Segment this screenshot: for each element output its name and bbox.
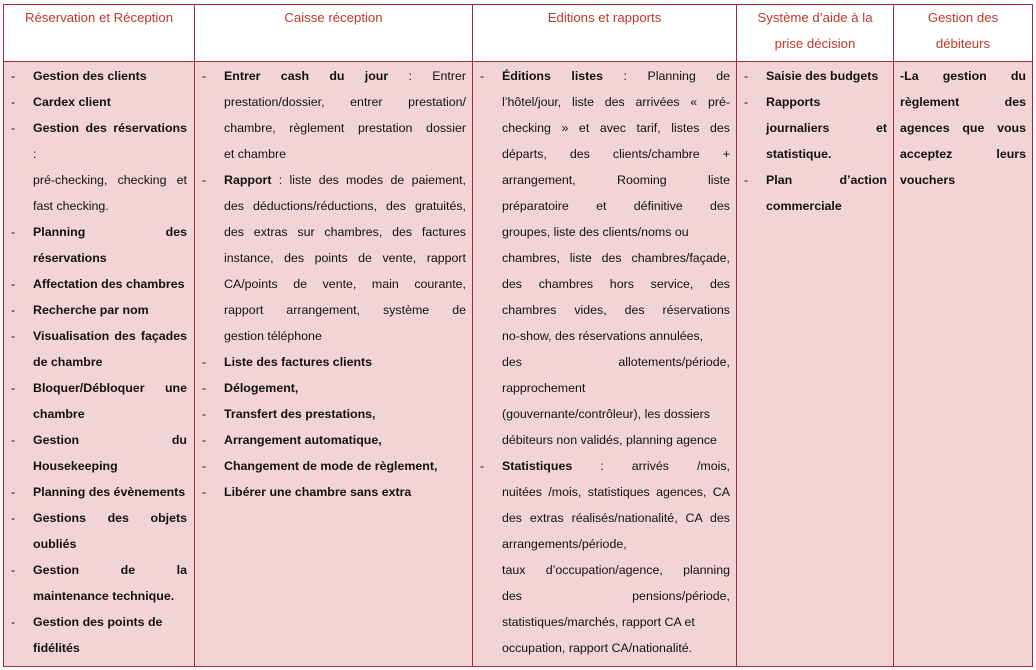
list-item: - Planning des réservations [10, 219, 187, 271]
list-item: - Plan d’action commerciale [743, 167, 887, 219]
statistiques-continuation: des pensions/période, [502, 589, 730, 603]
list-item: - Changement de mode de règlement, [201, 453, 466, 479]
list-item: - Affectation des chambres [10, 271, 187, 297]
list-item: - Gestion des clients [10, 63, 187, 89]
list-reservation [10, 63, 187, 661]
list-item: - Transfert des prestations, [201, 401, 466, 427]
header-reservation: Réservation et Réception [4, 5, 195, 62]
list-item: - Recherche par nom [10, 297, 187, 323]
list-editions [479, 63, 730, 557]
statistiques-continuation: taux d’occupation/agence, planning [502, 563, 730, 577]
header-row [4, 5, 1033, 62]
list-item: - Arrangement automatique, [201, 427, 466, 453]
header-caisse: Caisse réception [195, 5, 473, 62]
header-aide-decision: Système d’aide à la prise décision [737, 5, 894, 62]
list-item: - Saisie des budgets [743, 63, 887, 89]
cell-editions [473, 62, 737, 667]
list-item: - Éditions listes : Planning de l’hôtel/jour, liste des arrivées « pré- checking » et avec tarif, listes des départs, des clients/chambre + arrangement, Rooming liste préparatoire et définitive des groupes, liste des clients/noms ou chambres, liste des chambres/façade, des chambres hors service, des chambres vides, des réservations no-show, des réservations annulées, des allotements/période, rapprochement (gouvernante/contrôleur), les dossiers débiteurs non validés, planning agence [479, 63, 730, 453]
header-editions: Editions et rapports [473, 5, 737, 62]
list-item: - Bloquer/Débloquer une chambre [10, 375, 187, 427]
list-item: - Gestion des points de fidélités [10, 609, 187, 661]
list-item: - Planning des évènements [10, 479, 187, 505]
cell-reservation [4, 62, 195, 667]
cell-debiteurs [894, 62, 1033, 667]
list-item: - Gestion de la maintenance technique. [10, 557, 187, 609]
cell-caisse [195, 62, 473, 667]
list-item: - Entrer cash du jour : Entrer prestation/dossier, entrer prestation/ chambre, règlement prestation dossier et chambre [201, 63, 466, 167]
list-item: - Liste des factures clients [201, 349, 466, 375]
list-item: - Gestion des réservations : pré-checking, checking et fast checking. [10, 115, 187, 219]
list-item: - Visualisation des façades de chambre [10, 323, 187, 375]
list-item: - Statistiques : arrivés /mois, nuitées /mois, statistiques agences, CA des extras réalisés/nationalité, CA des arrangements/période, [479, 453, 730, 557]
body-row [4, 62, 1033, 667]
list-item: - Rapport : liste des modes de paiement, des déductions/réductions, des gratuités, des extras sur chambres, des factures instance, des points de vente, rapport CA/points de vente, main courante, rapport arrangement, système de gestion téléphone [201, 167, 466, 349]
list-item: - Rapports journaliers et statistique. [743, 89, 887, 167]
cell-aide-decision [737, 62, 894, 667]
statistiques-continuation: occupation, rapport CA/nationalité. [502, 641, 693, 655]
list-item: - Gestion du Housekeeping [10, 427, 187, 479]
statistiques-continuation: statistiques/marchés, rapport CA et [502, 615, 695, 629]
list-item: - Libérer une chambre sans extra [201, 479, 466, 505]
list-aide-decision [743, 63, 887, 219]
header-debiteurs: Gestion des débiteurs [894, 5, 1033, 62]
list-caisse [201, 63, 466, 505]
debiteurs-text: -La gestion du règlement des agences que vous acceptez leurs vouchers [900, 69, 1026, 187]
list-item: - Cardex client [10, 89, 187, 115]
list-item: - Délogement, [201, 375, 466, 401]
features-table [3, 4, 1033, 667]
list-item: - Gestions des objets oubliés [10, 505, 187, 557]
